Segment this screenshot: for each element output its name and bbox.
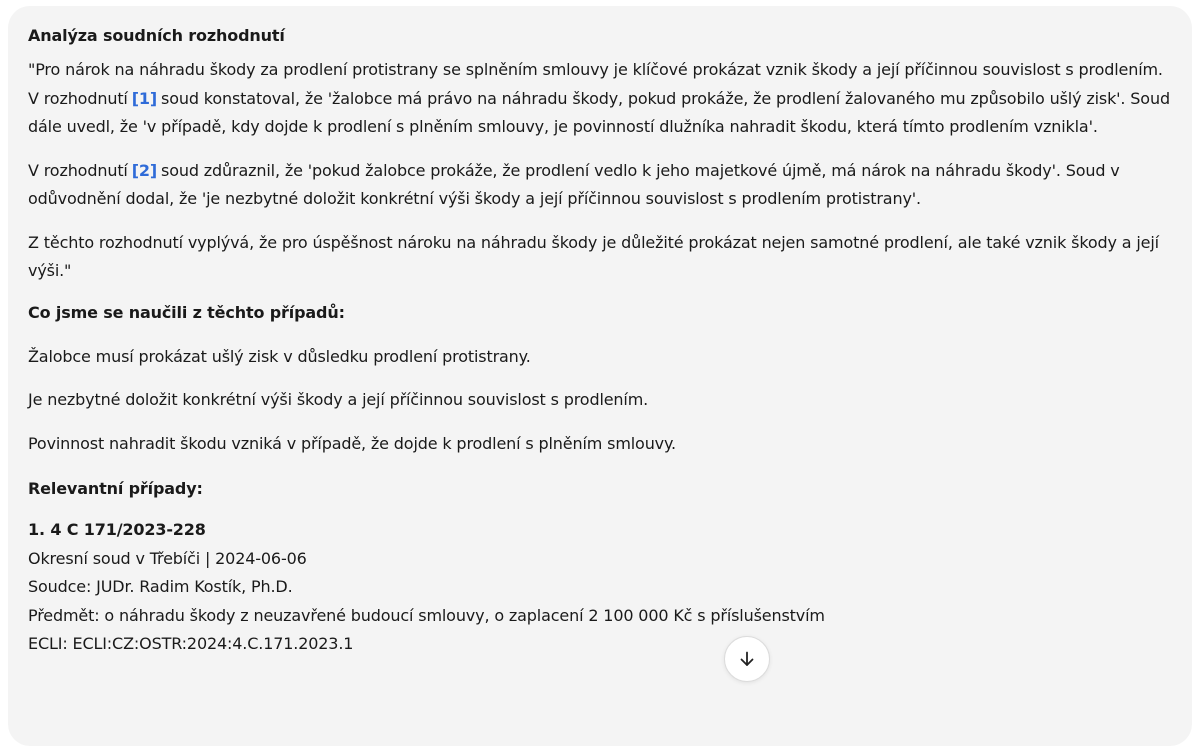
case-subject: Předmět: o náhradu škody z neuzavřené budoucí smlouvy, o zaplacení 2 100 000 Kč s příslušenstvím — [28, 605, 825, 625]
scroll-down-button[interactable] — [724, 636, 770, 682]
lessons-heading: Co jsme se naučili z těchto případů: — [28, 302, 345, 322]
citation-link-2[interactable]: [2] — [131, 160, 158, 180]
case-court: Okresní soud v Třebíči | 2024-06-06 — [28, 548, 307, 568]
arrow-down-icon — [738, 650, 756, 668]
lesson-item: Žalobce musí prokázat ušlý zisk v důsledku prodlení protistrany. — [28, 346, 531, 366]
analysis-p2-text-b: soud zdůraznil, že 'pokud žalobce prokáže, že prodlení vedlo k jeho majetkové újmě, má nárok na náhradu škody'. Soud v odůvodnění dodal, že 'je nezbytné doložit konkrétní výši škody a její příčinnou souvislost s prodlením protistrany'. — [28, 160, 1120, 208]
analysis-paragraph-3: Z těchto rozhodnutí vyplývá, že pro úspěšnost nároku na náhradu škody je důležité prokázat nejen samotné prodlení, ale také vznik škody a její výši." — [28, 232, 1159, 280]
analysis-p1-text-b: soud konstatoval, že 'žalobce má právo na náhradu škody, pokud prokáže, že prodlení žalovaného mu způsobilo ušlý zisk'. Soud dále uvedl, že 'v případě, kdy dojde k prodlení s plněním smlouvy, je povinností dlužníka nahradit škodu, která tímto prodlením vznikla'. — [28, 88, 1170, 136]
lesson-item: Je nezbytné doložit konkrétní výši škody a její příčinnou souvislost s prodlením. — [28, 390, 649, 409]
analysis-p2-text-a: V rozhodnutí — [28, 160, 128, 180]
case-title: 1. 4 C 171/2023-228 — [28, 520, 206, 539]
case-ecli: ECLI: ECLI:CZ:OSTR:2024:4.C.171.2023.1 — [28, 634, 354, 653]
lesson-item: Povinnost nahradit škodu vzniká v případě, že dojde k prodlení s plněním smlouvy. — [28, 433, 676, 453]
analysis-paragraph-1 — [28, 56, 1172, 142]
response-card — [8, 6, 1192, 746]
citation-link-1[interactable]: [1] — [131, 88, 158, 108]
relevant-cases-heading: Relevantní případy: — [28, 479, 203, 498]
case-item — [28, 516, 1172, 659]
case-judge: Soudce: JUDr. Radim Kostík, Ph.D. — [28, 577, 293, 596]
analysis-paragraph-2 — [28, 157, 1172, 214]
analysis-p1-text-a: "Pro nárok na náhradu škody za prodlení protistrany se splněním smlouvy je klíčové prokázat vznik škody a její příčinnou souvislost s prodlením. V rozhodnutí — [28, 60, 1163, 108]
analysis-heading: Analýza soudních rozhodnutí — [28, 26, 285, 45]
